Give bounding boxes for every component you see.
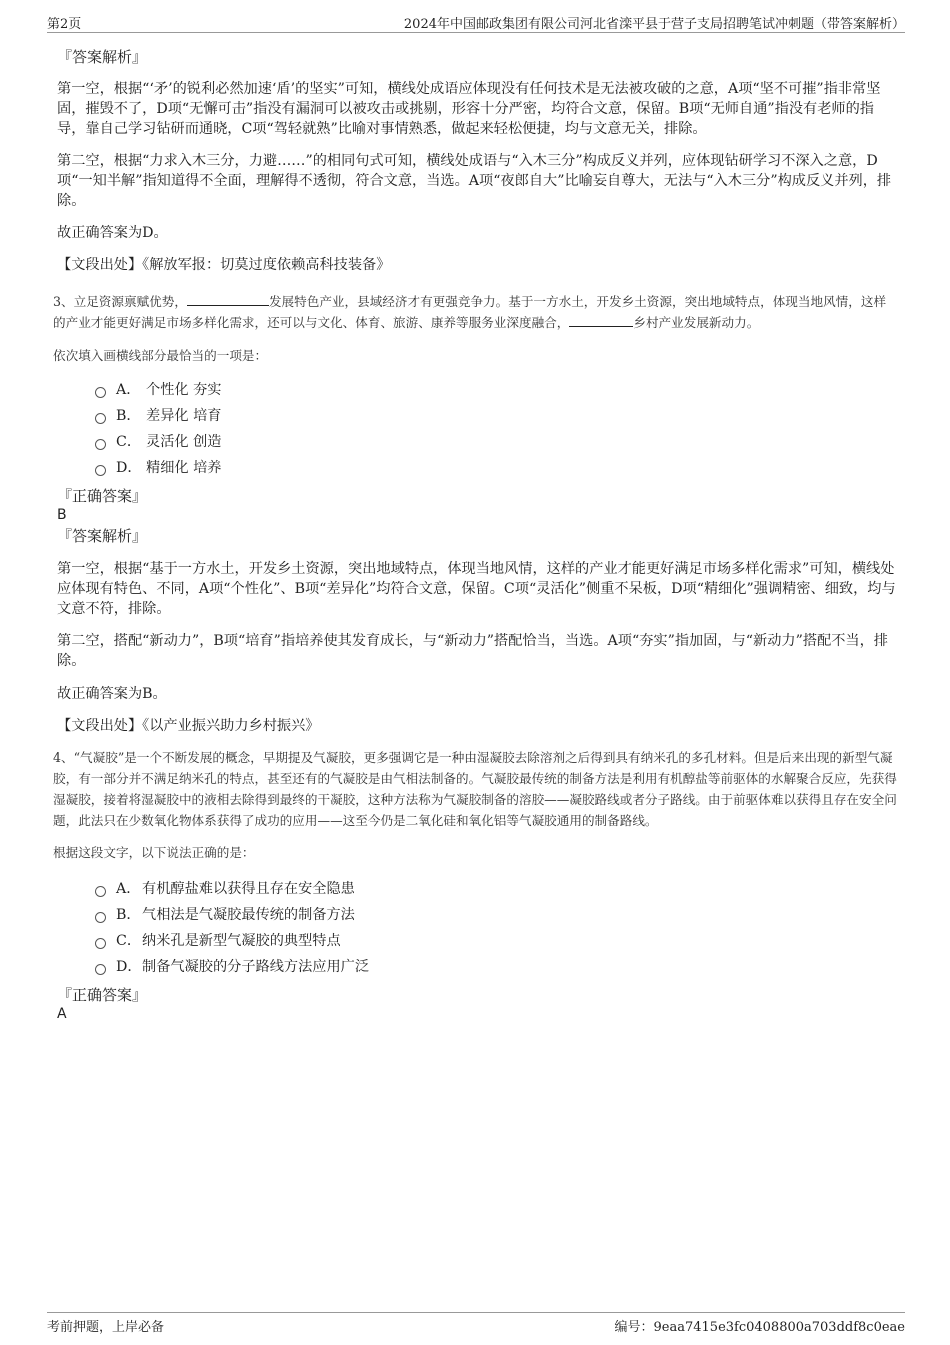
question-stem: [53, 291, 897, 333]
question-stem: 4、“气凝胶”是一个不断发展的概念，早期提及气凝胶，更多强调它是一种由湿凝胶去除溶剂之后得到具有纳米孔的多孔材料。但是后来出现的新型气凝胶，有一部分并不满足纳米孔的特点，甚至还有的气凝胶是由气相法制备的。气凝胶最传统的制备方法是利用有机醇盐等前驱体的水解聚合反应，先获得湿凝胶，接着将湿凝胶中的液相去除得到最终的干凝胶，这种方法称为气凝胶制备的溶胶——凝胶路线或者分子路线。由于前驱体难以获得且存在安全问题，此法只在少数氧化物体系获得了成功的应用——这至今仍是二氧化硅和氧化铝等气凝胶通用的制备路线。: [53, 750, 897, 828]
analysis-tag: 『答案解析』: [57, 48, 148, 66]
page-header: [47, 13, 905, 33]
analysis-tag: 『答案解析』: [57, 527, 148, 545]
page-footer: [47, 1312, 905, 1338]
fill-blank: [569, 312, 633, 327]
document-title: 2024年中国邮政集团有限公司河北省滦平县于营子支局招聘笔试冲刺题（带答案解析）: [403, 17, 905, 32]
analysis-paragraph: 第二空，根据“力求入木三分，力避……”的相同句式可知，横线处成语与“入木三分”构成反义并列，应体现钻研学习不深入之意，D项“一知半解”指知道得不全面，理解得不透彻，符合文意，当选。A项“夜郎自大”比喻妄自尊大，无法与“入木三分”构成反义并列，排除。: [57, 153, 892, 209]
page-content: [53, 45, 897, 1023]
analysis-paragraph: 第一空，根据“基于一方水土，开发乡土资源，突出地域特点，体现当地风情，这样的产业才能更好满足市场多样化需求”可知，横线处应体现有特色、不同，A项“个性化”、B项“差异化”均符合文意，保留。C项“灵活化”侧重不呆板，D项“精细化”强调精密、细致，均与文意不符，排除。: [57, 561, 896, 617]
analysis-paragraph: 第二空，搭配“新动力”，B项“培育”指培养使其发育成长，与“新动力”搭配恰当，当选。A项“夯实”指加固，与“新动力”搭配不当，排除。: [57, 633, 888, 669]
option-d[interactable]: D． 制备气凝胶的分子路线方法应用广泛: [95, 954, 897, 980]
option-a[interactable]: A． 有机醇盐难以获得且存在安全隐患: [95, 876, 897, 902]
document-code: 编号：9eaa7415e3fc0408800a703ddf8c0eae: [614, 1320, 905, 1335]
radio-icon[interactable]: [95, 886, 106, 897]
option-a[interactable]: A． 个性化 夯实: [95, 377, 897, 403]
option-list: [57, 876, 897, 980]
correct-answer: B: [57, 507, 67, 523]
radio-icon[interactable]: [95, 413, 106, 424]
radio-icon[interactable]: [95, 465, 106, 476]
fill-blank: [187, 291, 269, 306]
source-citation: 【文段出处】《解放军报：切莫过度依赖高科技装备》: [57, 257, 391, 273]
option-c[interactable]: C． 纳米孔是新型气凝胶的典型特点: [95, 928, 897, 954]
option-c[interactable]: C． 灵活化 创造: [95, 429, 897, 455]
radio-icon[interactable]: [95, 387, 106, 398]
source-citation: 【文段出处】《以产业振兴助力乡村振兴》: [57, 718, 320, 734]
option-d[interactable]: D． 精细化 培养: [95, 455, 897, 481]
correct-answer-tag: 『正确答案』: [57, 487, 148, 505]
stem-part: 发展特色产业，县域经济才有更强竞争力。基于一方水土，开发乡土资源，突出地域特点，体现当地风情，这样的产业才能更好满足市场多样化需求，还可以与文化、体育、旅游、康养等服务业深度融合，: [53, 294, 887, 330]
radio-icon[interactable]: [95, 912, 106, 923]
question-prompt: 根据这段文字，以下说法正确的是：: [53, 845, 255, 860]
radio-icon[interactable]: [95, 938, 106, 949]
footer-slogan: 考前押题，上岸必备: [47, 1320, 165, 1335]
page-number: 第2页: [47, 17, 82, 32]
conclusion: 故正确答案为D。: [57, 225, 168, 241]
option-list: [57, 377, 897, 481]
option-b[interactable]: B． 差异化 培育: [95, 403, 897, 429]
radio-icon[interactable]: [95, 439, 106, 450]
question-prompt: 依次填入画横线部分最恰当的一项是：: [53, 348, 268, 363]
radio-icon[interactable]: [95, 964, 106, 975]
correct-answer-tag: 『正确答案』: [57, 986, 148, 1004]
analysis-paragraph: 第一空，根据“‘矛’的锐利必然加速‘盾’的坚实”可知，横线处成语应体现没有任何技术是无法被攻破的之意，A项“坚不可摧”指非常坚固，摧毁不了，D项“无懈可击”指没有漏洞可以被攻击或挑剔，形容十分严密，均符合文意，保留。B项“无师自通”指没有老师的指导，靠自己学习钻研而通晓，C项“驾轻就熟”比喻对事情熟悉，做起来轻松便捷，均与文意无关，排除。: [57, 81, 881, 137]
conclusion: 故正确答案为B。: [57, 686, 167, 702]
stem-part: 乡村产业发展新动力。: [633, 315, 760, 330]
correct-answer: A: [57, 1006, 67, 1022]
stem-part: 3、立足资源禀赋优势，: [53, 294, 187, 309]
option-b[interactable]: B． 气相法是气凝胶最传统的制备方法: [95, 902, 897, 928]
